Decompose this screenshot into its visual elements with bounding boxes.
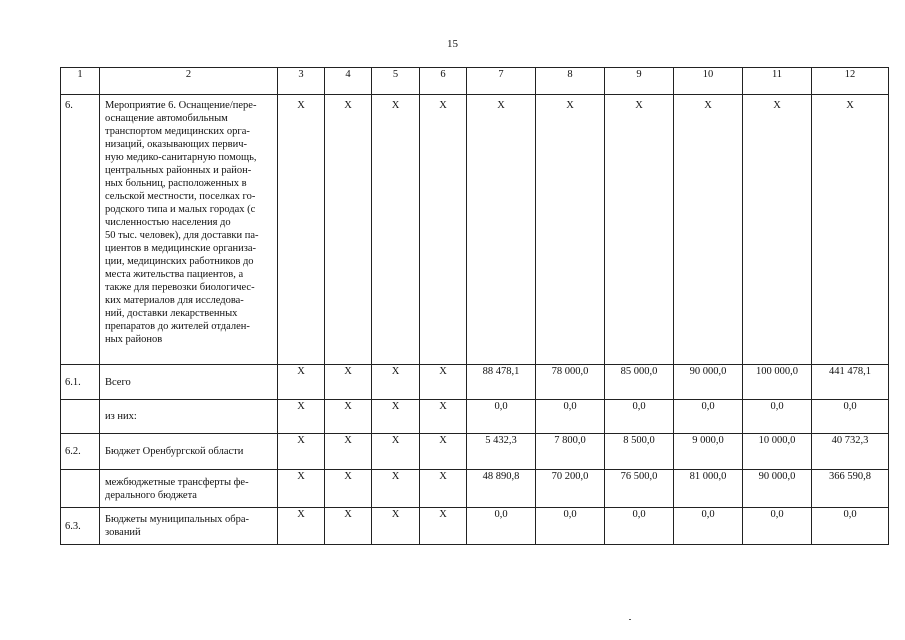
value-cell: 5 432,3	[467, 434, 536, 470]
desc-line: ции, медицинских работников до	[105, 256, 254, 267]
header-cell: 7	[467, 68, 536, 95]
header-cell: 12	[812, 68, 889, 95]
value-cell: X	[372, 95, 420, 365]
table-row	[61, 434, 889, 470]
value-cell: 78 000,0	[536, 365, 605, 400]
value-cell: X	[278, 508, 325, 545]
row-description	[100, 365, 278, 400]
value-cell: 0,0	[536, 508, 605, 545]
value-cell: X	[743, 95, 812, 365]
header-cell: 6	[420, 68, 467, 95]
page-number: 15	[447, 38, 458, 50]
value-cell: 0,0	[812, 400, 889, 434]
value-cell: 10 000,0	[743, 434, 812, 470]
desc-line: транспортом медицинских орга-	[105, 126, 250, 137]
value-cell: 0,0	[674, 508, 743, 545]
desc-line: циентов в медицинские организа-	[105, 243, 257, 254]
header-cell: 8	[536, 68, 605, 95]
table-row	[61, 95, 889, 365]
value-cell: 8 500,0	[605, 434, 674, 470]
header-cell: 4	[325, 68, 372, 95]
value-cell: X	[372, 508, 420, 545]
desc-line: сельской местности, поселках го-	[105, 191, 256, 202]
value-cell: 76 500,0	[605, 470, 674, 508]
desc-line: ких материалов для исследова-	[105, 295, 244, 306]
value-cell: X	[278, 470, 325, 508]
header-cell: 5	[372, 68, 420, 95]
header-cell: 9	[605, 68, 674, 95]
desc-line: Бюджет Оренбургской области	[105, 446, 244, 457]
value-cell: X	[420, 365, 467, 400]
value-cell: 0,0	[536, 400, 605, 434]
value-cell: 85 000,0	[605, 365, 674, 400]
value-cell: X	[325, 400, 372, 434]
value-cell: X	[420, 434, 467, 470]
value-cell: X	[372, 434, 420, 470]
value-cell: 90 000,0	[743, 470, 812, 508]
value-cell: X	[674, 95, 743, 365]
header-cell: 3	[278, 68, 325, 95]
value-cell: 366 590,8	[812, 470, 889, 508]
budget-table	[60, 67, 889, 545]
value-cell: X	[536, 95, 605, 365]
value-cell: 0,0	[605, 400, 674, 434]
desc-line: зований	[105, 527, 141, 538]
value-cell: X	[372, 365, 420, 400]
table-row	[61, 365, 889, 400]
value-cell: X	[325, 470, 372, 508]
value-cell: X	[605, 95, 674, 365]
value-cell: 7 800,0	[536, 434, 605, 470]
desc-line: ний, доставки лекарственных	[105, 308, 238, 319]
value-cell: X	[325, 508, 372, 545]
desc-line: 50 тыс. человек), для доставки па-	[105, 230, 259, 241]
desc-line: препаратов до жителей отдален-	[105, 321, 250, 332]
desc-line: Мероприятие 6. Оснащение/пере-	[105, 100, 257, 111]
value-cell: 441 478,1	[812, 365, 889, 400]
desc-line: ных больниц, расположенных в	[105, 178, 247, 189]
desc-line: низаций, оказывающих первич-	[105, 139, 247, 150]
header-cell: 1	[61, 68, 100, 95]
value-cell: 88 478,1	[467, 365, 536, 400]
value-cell: 0,0	[605, 508, 674, 545]
row-description	[100, 470, 278, 508]
desc-line: межбюджетные трансферты фе-	[105, 476, 249, 488]
desc-line: дерального бюджета	[105, 489, 197, 501]
desc-line: места жительства пациентов, а	[105, 269, 244, 280]
value-cell: 90 000,0	[674, 365, 743, 400]
value-cell: X	[372, 400, 420, 434]
table-row	[61, 470, 889, 508]
desc-line: Бюджеты муниципальных обра-	[105, 514, 250, 525]
value-cell: 0,0	[743, 508, 812, 545]
desc-line: Всего	[105, 376, 131, 388]
value-cell: 0,0	[467, 400, 536, 434]
scan-speck	[629, 619, 631, 620]
value-cell: X	[278, 434, 325, 470]
row-number: 6.3.	[61, 508, 100, 545]
value-cell: X	[278, 95, 325, 365]
value-cell: 9 000,0	[674, 434, 743, 470]
row-number: 6.1.	[61, 365, 100, 400]
value-cell: 81 000,0	[674, 470, 743, 508]
desc-line: ную медико-санитарную помощь,	[105, 152, 257, 163]
desc-line: родского типа и малых городах (с	[105, 204, 256, 215]
row-description	[100, 400, 278, 434]
row-description	[100, 508, 278, 545]
value-cell: 48 890,8	[467, 470, 536, 508]
desc-line: из них:	[105, 411, 137, 422]
value-cell: X	[420, 508, 467, 545]
value-cell: 0,0	[812, 508, 889, 545]
value-cell: X	[372, 470, 420, 508]
value-cell: X	[325, 434, 372, 470]
value-cell: X	[420, 470, 467, 508]
desc-line: оснащение автомобильным	[105, 113, 228, 124]
row-number: 6.2.	[61, 434, 100, 470]
value-cell: 40 732,3	[812, 434, 889, 470]
row-description	[100, 434, 278, 470]
value-cell: X	[325, 365, 372, 400]
header-row	[61, 68, 889, 95]
header-cell: 10	[674, 68, 743, 95]
desc-line: численностью населения до	[105, 217, 231, 228]
header-cell: 2	[100, 68, 278, 95]
row-description	[100, 95, 278, 365]
value-cell: 70 200,0	[536, 470, 605, 508]
value-cell: X	[467, 95, 536, 365]
desc-line: ных районов	[105, 334, 163, 345]
value-cell: X	[420, 95, 467, 365]
row-number	[61, 470, 100, 508]
row-number	[61, 400, 100, 434]
desc-line: также для перевозки биологичес-	[105, 282, 255, 293]
value-cell: X	[278, 400, 325, 434]
value-cell: X	[420, 400, 467, 434]
table-row	[61, 400, 889, 434]
value-cell: 100 000,0	[743, 365, 812, 400]
desc-line: центральных районных и район-	[105, 165, 252, 176]
value-cell: X	[325, 95, 372, 365]
value-cell: X	[812, 95, 889, 365]
header-cell: 11	[743, 68, 812, 95]
row-number: 6.	[61, 95, 100, 365]
value-cell: 0,0	[467, 508, 536, 545]
value-cell: 0,0	[674, 400, 743, 434]
value-cell: 0,0	[743, 400, 812, 434]
value-cell: X	[278, 365, 325, 400]
table-row	[61, 508, 889, 545]
